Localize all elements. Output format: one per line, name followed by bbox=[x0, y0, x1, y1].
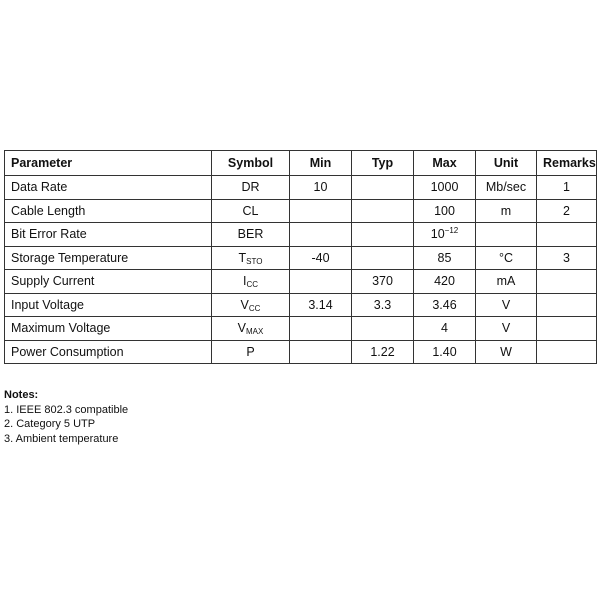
cell-symbol bbox=[212, 199, 290, 223]
cell-min: 3.14 bbox=[290, 293, 352, 317]
cell-unit: V bbox=[476, 293, 537, 317]
cell-symbol bbox=[212, 223, 290, 247]
symbol-subscript: MAX bbox=[246, 327, 264, 337]
symbol-main: T bbox=[238, 250, 247, 265]
symbol-subscript: CC bbox=[248, 303, 261, 313]
header-min: Min bbox=[290, 151, 352, 176]
table-row bbox=[5, 223, 597, 247]
cell-parameter: Storage Temperature bbox=[5, 246, 212, 270]
cell-min: 10 bbox=[290, 176, 352, 200]
cell-remarks bbox=[537, 270, 597, 294]
cell-remarks bbox=[537, 293, 597, 317]
cell-unit: °C bbox=[476, 246, 537, 270]
symbol-main: CL bbox=[242, 203, 259, 218]
cell-max bbox=[414, 176, 476, 200]
cell-max bbox=[414, 317, 476, 341]
cell-typ bbox=[352, 176, 414, 200]
cell-remarks bbox=[537, 340, 597, 364]
cell-unit: mA bbox=[476, 270, 537, 294]
cell-min: -40 bbox=[290, 246, 352, 270]
max-value: 100 bbox=[434, 203, 455, 218]
table-row bbox=[5, 176, 597, 200]
max-value: 3.46 bbox=[432, 297, 457, 312]
cell-typ bbox=[352, 317, 414, 341]
max-value: 10 bbox=[430, 227, 445, 242]
cell-min bbox=[290, 340, 352, 364]
cell-unit bbox=[476, 223, 537, 247]
symbol-main: I bbox=[242, 274, 247, 289]
cell-symbol bbox=[212, 317, 290, 341]
notes-title: Notes: bbox=[4, 389, 39, 401]
table-row bbox=[5, 270, 597, 294]
cell-parameter: Supply Current bbox=[5, 270, 212, 294]
cell-unit: m bbox=[476, 199, 537, 223]
cell-symbol bbox=[212, 293, 290, 317]
symbol-main: P bbox=[246, 344, 255, 359]
max-value: 1000 bbox=[430, 180, 459, 195]
cell-typ: 370 bbox=[352, 270, 414, 294]
cell-max bbox=[414, 270, 476, 294]
symbol-subscript: STO bbox=[246, 256, 263, 266]
cell-symbol bbox=[212, 340, 290, 364]
cell-min bbox=[290, 223, 352, 247]
note-item: 2. Category 5 UTP bbox=[4, 418, 96, 430]
notes-section bbox=[4, 388, 128, 446]
cell-parameter: Power Consumption bbox=[5, 340, 212, 364]
symbol-main: V bbox=[237, 321, 246, 336]
symbol-main: V bbox=[240, 297, 249, 312]
specifications-table bbox=[4, 150, 597, 364]
cell-remarks: 1 bbox=[537, 176, 597, 200]
max-value: 420 bbox=[434, 274, 455, 289]
cell-max bbox=[414, 246, 476, 270]
cell-unit: W bbox=[476, 340, 537, 364]
table-row bbox=[5, 246, 597, 270]
cell-max bbox=[414, 293, 476, 317]
cell-typ bbox=[352, 246, 414, 270]
note-item: 1. IEEE 802.3 compatible bbox=[4, 403, 129, 416]
header-max: Max bbox=[414, 151, 476, 176]
cell-unit: V bbox=[476, 317, 537, 341]
cell-typ: 1.22 bbox=[352, 340, 414, 364]
cell-remarks: 2 bbox=[537, 199, 597, 223]
symbol-main: BER bbox=[237, 227, 264, 242]
cell-parameter: Input Voltage bbox=[5, 293, 212, 317]
table-row bbox=[5, 293, 597, 317]
table-row bbox=[5, 199, 597, 223]
cell-parameter: Bit Error Rate bbox=[5, 223, 212, 247]
cell-parameter: Data Rate bbox=[5, 176, 212, 200]
cell-symbol bbox=[212, 176, 290, 200]
table-row bbox=[5, 340, 597, 364]
cell-typ: 3.3 bbox=[352, 293, 414, 317]
max-exponent: −12 bbox=[444, 226, 459, 236]
cell-parameter: Maximum Voltage bbox=[5, 317, 212, 341]
cell-min bbox=[290, 199, 352, 223]
cell-min bbox=[290, 317, 352, 341]
header-symbol: Symbol bbox=[212, 151, 290, 176]
table-header-row bbox=[5, 151, 597, 176]
cell-typ bbox=[352, 199, 414, 223]
cell-symbol bbox=[212, 246, 290, 270]
cell-max bbox=[414, 199, 476, 223]
symbol-main: DR bbox=[241, 180, 260, 195]
header-unit: Unit bbox=[476, 151, 537, 176]
max-value: 1.40 bbox=[432, 344, 457, 359]
cell-remarks bbox=[537, 223, 597, 247]
note-item: 3. Ambient temperature bbox=[4, 432, 119, 445]
symbol-subscript: CC bbox=[246, 280, 259, 290]
cell-unit: Mb/sec bbox=[476, 176, 537, 200]
cell-typ bbox=[352, 223, 414, 247]
cell-remarks bbox=[537, 317, 597, 341]
cell-max bbox=[414, 223, 476, 247]
table-row bbox=[5, 317, 597, 341]
max-value: 4 bbox=[441, 321, 448, 336]
cell-max bbox=[414, 340, 476, 364]
cell-symbol bbox=[212, 270, 290, 294]
header-typ: Typ bbox=[352, 151, 414, 176]
cell-min bbox=[290, 270, 352, 294]
cell-remarks: 3 bbox=[537, 246, 597, 270]
header-remarks: Remarks bbox=[537, 151, 597, 176]
header-parameter: Parameter bbox=[5, 151, 212, 176]
max-value: 85 bbox=[437, 250, 452, 265]
cell-parameter: Cable Length bbox=[5, 199, 212, 223]
